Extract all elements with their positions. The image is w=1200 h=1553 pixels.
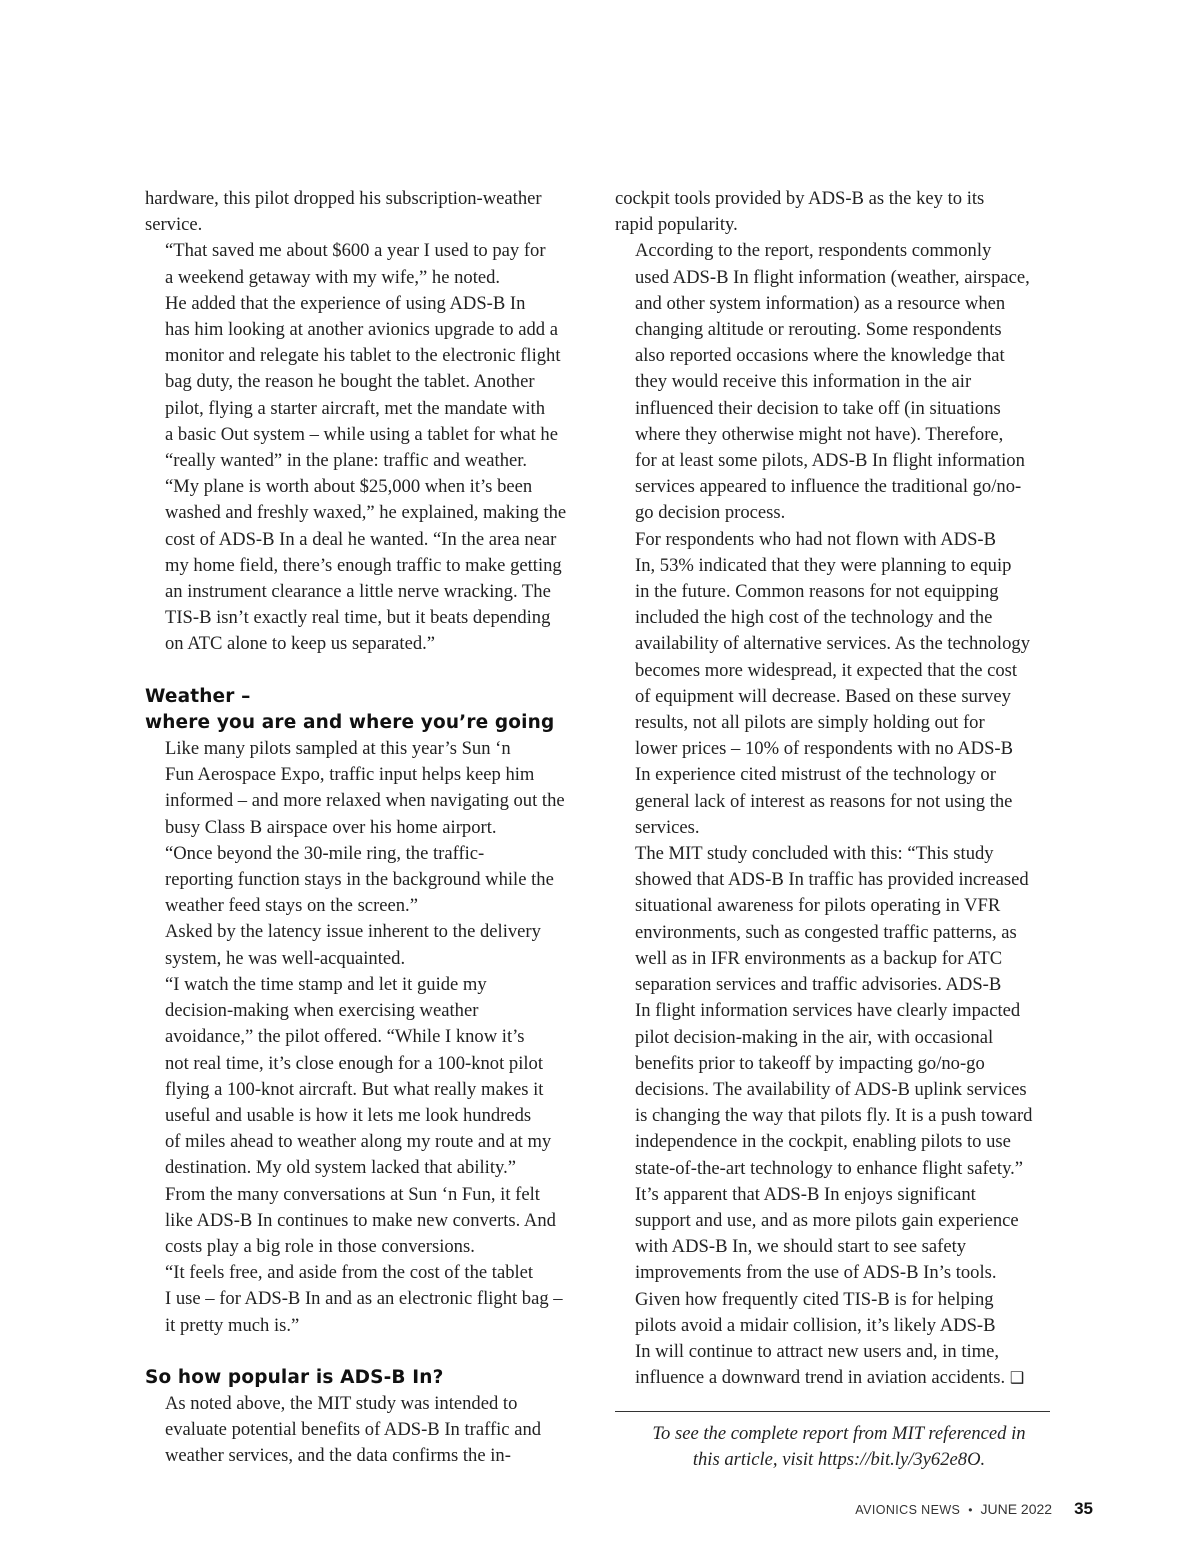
text-line: pilot decision-making in the air, with occasional <box>635 1026 994 1048</box>
text-line: separation services and traffic advisories. ADS-B <box>635 974 1002 996</box>
text-line: “It feels free, and aside from the cost of the tablet <box>165 1262 534 1284</box>
text-line: on ATC alone to keep us separated.” <box>165 633 436 655</box>
text-line: The MIT study concluded with this: “This study <box>635 843 994 865</box>
text-line: washed and freshly waxed,” he explained, making the <box>165 502 567 524</box>
text-line: services appeared to influence the traditional go/no- <box>635 476 1022 498</box>
paragraph <box>145 238 595 290</box>
text-line: service. <box>145 214 203 236</box>
text-line: cockpit tools provided by ADS-B as the key to its <box>615 188 985 209</box>
section-heading-popularity <box>145 1365 595 1391</box>
text-line <box>615 1365 1063 1391</box>
paragraph <box>615 1182 1063 1392</box>
text-line: it pretty much is.” <box>165 1314 300 1336</box>
text-line: bag duty, the reason he bought the tablet. Another <box>165 371 535 393</box>
text-line: evaluate potential benefits of ADS-B In traffic and <box>165 1419 542 1441</box>
heading-line: Weather – <box>145 685 251 707</box>
text-line: “That saved me about $600 a year I used to pay for <box>165 240 546 262</box>
text-line: included the high cost of the technology and the <box>635 607 993 629</box>
text-line: influenced their decision to take off (in situations <box>635 397 1001 419</box>
text-line: In will continue to attract new users and, in time, <box>635 1340 1000 1362</box>
paragraph <box>145 291 595 474</box>
paragraph <box>145 1391 595 1470</box>
left-column <box>145 186 595 1470</box>
text-line: where they otherwise might not have). Therefore, <box>635 423 1004 445</box>
text-line: in the future. Common reasons for not equipping <box>635 581 999 603</box>
text-line: Asked by the latency issue inherent to the delivery <box>165 921 541 943</box>
text-line: destination. My old system lacked that ability.” <box>165 1157 516 1179</box>
text-line: of miles ahead to weather along my route and at my <box>165 1131 552 1153</box>
text-line: monitor and relegate his tablet to the electronic flight <box>165 345 561 367</box>
paragraph <box>145 1260 595 1339</box>
text-line: From the many conversations at Sun ‘n Fun, it felt <box>165 1183 540 1205</box>
text-line: He added that the experience of using ADS-B In <box>165 292 526 314</box>
text-line: As noted above, the MIT study was intended to <box>165 1392 518 1414</box>
text-line: independence in the cockpit, enabling pilots to use <box>635 1131 1011 1153</box>
text-line: of equipment will decrease. Based on these survey <box>635 685 1011 707</box>
text-line: also reported occasions where the knowledge that <box>635 345 1005 367</box>
text-line: In experience cited mistrust of the technology or <box>635 764 996 786</box>
paragraph <box>145 1182 595 1261</box>
paragraph <box>145 186 595 238</box>
paragraph <box>145 972 595 1182</box>
end-of-article-icon: ❑ <box>1009 1368 1025 1388</box>
paragraph <box>615 527 1063 841</box>
text-line: becomes more widespread, it expected that the cost <box>635 659 1018 681</box>
text-line: I use – for ADS-B In and as an electronic flight bag – <box>165 1288 563 1310</box>
publication-name: AVIONICS NEWS <box>855 1503 961 1517</box>
paragraph <box>145 474 595 657</box>
text-line: environments, such as congested traffic patterns, as <box>635 921 1017 943</box>
text-line: busy Class B airspace over his home airport. <box>165 816 497 838</box>
text-line: showed that ADS-B In traffic has provided increased <box>635 869 1029 891</box>
paragraph <box>145 736 595 841</box>
text-line: changing altitude or rerouting. Some respondents <box>635 319 1002 341</box>
text-line: rapid popularity. <box>615 214 738 236</box>
text-line: is changing the way that pilots fly. It is a push toward <box>635 1105 1033 1127</box>
page-number: 35 <box>1074 1499 1093 1518</box>
page-footer <box>700 1499 1093 1519</box>
text-line: Given how frequently cited TIS-B is for helping <box>635 1288 994 1310</box>
text-line: useful and usable is how it lets me look hundreds <box>165 1104 532 1126</box>
section-heading-weather <box>145 684 595 736</box>
text-line: system, he was well-acquainted. <box>165 947 406 969</box>
text-line: a basic Out system – while using a tablet for what he <box>165 423 558 445</box>
text-line: hardware, this pilot dropped his subscription-weather <box>145 188 542 209</box>
paragraph <box>145 919 595 971</box>
text-line: pilots avoid a midair collision, it’s likely ADS-B <box>635 1314 996 1336</box>
text-line: TIS-B isn’t exactly real time, but it beats depending <box>165 607 551 629</box>
text-line: Fun Aerospace Expo, traffic input helps keep him <box>165 764 535 786</box>
text-line: used ADS-B In flight information (weather, airspace, <box>635 266 1030 288</box>
text-line: weather services, and the data confirms the in- <box>165 1445 511 1467</box>
text-line: pilot, flying a starter aircraft, met the mandate with <box>165 397 546 419</box>
paragraph <box>615 841 1063 1182</box>
text-line: availability of alternative services. As the technology <box>635 633 1030 655</box>
text-line: like ADS-B In continues to make new converts. And <box>165 1209 556 1231</box>
text-line: and other system information) as a resource when <box>635 292 1006 314</box>
text-line: not real time, it’s close enough for a 100-knot pilot <box>165 1052 543 1074</box>
text-line: For respondents who had not flown with ADS-B <box>635 528 997 550</box>
text-line: for at least some pilots, ADS-B In flight information <box>635 450 1025 472</box>
text-line: Like many pilots sampled at this year’s Sun ‘n <box>165 738 511 760</box>
text-line: they would receive this information in the air <box>635 371 972 393</box>
text-line: services. <box>635 816 700 838</box>
text-line: with ADS-B In, we should start to see safety <box>635 1236 967 1258</box>
text-line: informed – and more relaxed when navigating out the <box>165 790 565 812</box>
text-line: decision-making when exercising weather <box>165 1000 479 1022</box>
text-line: results, not all pilots are simply holding out for <box>635 712 985 734</box>
text-line: cost of ADS-B In a deal he wanted. “In the area near <box>165 528 557 550</box>
text-line: well as in IFR environments as a backup for ATC <box>635 947 1003 969</box>
right-column <box>615 186 1063 1391</box>
text-line: In flight information services have clearly impacted <box>635 1000 1021 1022</box>
text-line: general lack of interest as reasons for not using the <box>635 790 1013 812</box>
paragraph <box>145 841 595 920</box>
text-line: “My plane is worth about $25,000 when it’s been <box>165 476 533 498</box>
text-line: decisions. The availability of ADS-B uplink services <box>635 1078 1027 1100</box>
text-line: costs play a big role in those conversions. <box>165 1235 475 1257</box>
text-line: reporting function stays in the background while the <box>165 869 554 891</box>
footnote <box>615 1421 1063 1473</box>
text-line: According to the report, respondents commonly <box>635 240 992 262</box>
text-line: benefits prior to takeoff by impacting go/no-go <box>635 1052 985 1074</box>
issue-date: JUNE 2022 <box>980 1501 1053 1517</box>
footnote-line: To see the complete report from MIT referenced in <box>652 1423 1026 1444</box>
paragraph <box>615 186 1063 238</box>
text-line: flying a 100-knot aircraft. But what really makes it <box>165 1078 544 1100</box>
text-line: “really wanted” in the plane: traffic and weather. <box>165 450 528 472</box>
text-line: an instrument clearance a little nerve wracking. The <box>165 581 551 603</box>
footnote-line: this article, visit https://bit.ly/3y62e8O. <box>692 1449 986 1471</box>
heading-line: where you are and where you’re going <box>145 711 555 733</box>
paragraph <box>615 238 1063 526</box>
text-line: state-of-the-art technology to enhance flight safety.” <box>635 1157 1024 1179</box>
text-line: In, 53% indicated that they were planning to equip <box>635 554 1012 576</box>
heading-line: So how popular is ADS-B In? <box>145 1366 444 1388</box>
text-line: my home field, there’s enough traffic to make getting <box>165 554 562 576</box>
footnote-divider <box>615 1411 1050 1412</box>
text-line-content: influence a downward trend in aviation accidents. <box>635 1367 1006 1389</box>
text-line: go decision process. <box>635 502 786 524</box>
text-line: weather feed stays on the screen.” <box>165 895 418 917</box>
text-line: situational awareness for pilots operating in VFR <box>635 895 1001 917</box>
text-line: “I watch the time stamp and let it guide my <box>165 973 487 995</box>
text-line: It’s apparent that ADS-B In enjoys significant <box>635 1183 976 1205</box>
text-line: avoidance,” the pilot offered. “While I know it’s <box>165 1026 525 1048</box>
text-line: lower prices – 10% of respondents with no ADS-B <box>635 738 1014 760</box>
text-line: “Once beyond the 30-mile ring, the traffic- <box>165 842 485 864</box>
text-line: support and use, and as more pilots gain experience <box>635 1209 1019 1231</box>
text-line: a weekend getaway with my wife,” he noted. <box>165 266 501 288</box>
separator: • <box>968 1503 973 1517</box>
text-line: has him looking at another avionics upgrade to add a <box>165 319 558 341</box>
text-line: improvements from the use of ADS-B In’s tools. <box>635 1262 997 1284</box>
